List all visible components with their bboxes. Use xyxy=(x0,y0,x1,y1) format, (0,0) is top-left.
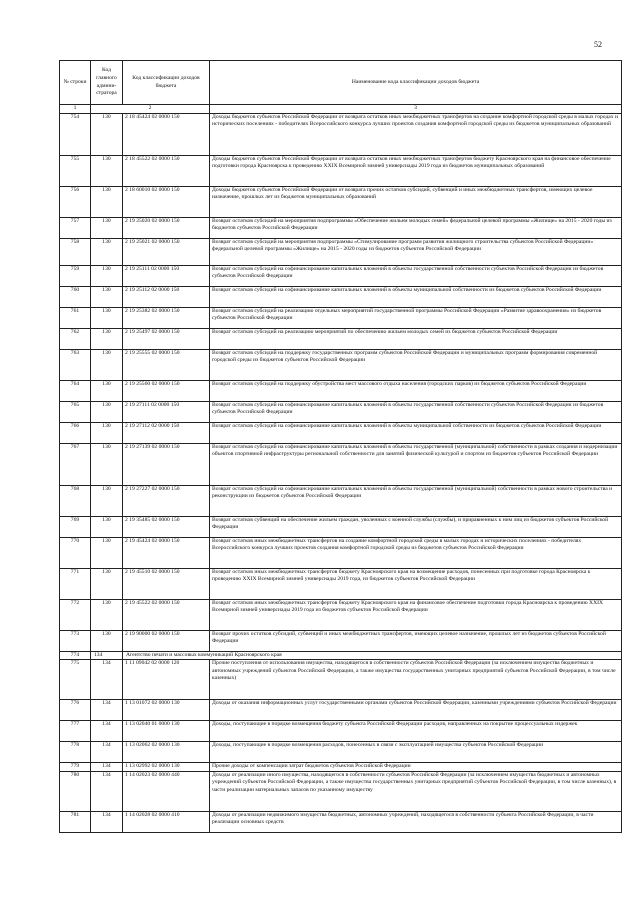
table-row xyxy=(60,485,622,516)
row-number: 773 xyxy=(60,630,91,651)
code-name: Доходы бюджетов субъектов Российской Федерации от возврата остатков иных межбюджетных трансфертов на создание комфортной городской среды в малых городах и исторических поселениях - победителях Всероссийского конкурса лучших проектов создания комфортной городской среды из бюджетов муниципальных образований xyxy=(210,113,622,155)
income-classification-table xyxy=(59,60,622,833)
classification-code: 2 19 25560 02 0000 150 xyxy=(123,380,210,401)
admin-code: 130 xyxy=(91,568,123,599)
code-name: Возврат остатков субсидий на софинансирование капитальных вложений в объекты муниципальной собственности из бюджетов субъектов Российской Федерации xyxy=(210,422,622,443)
admin-code: 130 xyxy=(91,516,123,537)
classification-code: 2 19 45424 02 0000 150 xyxy=(123,537,210,568)
admin-code: 134 xyxy=(91,811,123,832)
admin-code: 134 xyxy=(91,660,123,700)
code-name: Возврат остатков субсидий на мероприятия подпрограммы «Стимулирование программ развития жилищного строительства субъектов Российской Федерации» федеральной целевой программы «Жилище» на 2015 - 2020 годы из бюджетов субъектов Российской Федерации xyxy=(210,238,622,265)
classification-code: 2 18 60010 02 0000 150 xyxy=(123,186,210,217)
table-row xyxy=(60,265,622,286)
code-name: Доходы бюджетов субъектов Российской Федерации от возврата прочих остатков субсидий, субвенций и иных межбюджетных трансфертов, имеющих целевое назначение, прошлых лет из бюджетов муниципальных образований xyxy=(210,186,622,217)
row-number: 772 xyxy=(60,599,91,630)
admin-code: 130 xyxy=(91,401,123,422)
classification-code: 2 19 27139 02 0000 150 xyxy=(123,443,210,485)
row-number: 768 xyxy=(60,485,91,516)
classification-code: 1 13 02992 02 0000 130 xyxy=(123,763,210,772)
classification-code: 2 19 25020 02 0000 150 xyxy=(123,217,210,238)
row-number: 762 xyxy=(60,328,91,349)
code-name: Доходы от оказания информационных услуг государственными органами субъектов Российской Федерации, казенными учреждениями субъектов Российской Федерации xyxy=(210,700,622,721)
classification-code: 1 14 02028 02 0000 410 xyxy=(123,811,210,832)
admin-code: 130 xyxy=(91,217,123,238)
classification-code: 2 19 27111 02 0000 150 xyxy=(123,401,210,422)
admin-code: 134 xyxy=(91,742,123,763)
code-name: Доходы, поступающие в порядке возмещения бюджету субъекта Российской Федерации расходов, направленных на покрытие процессуальных издержек xyxy=(210,721,622,742)
admin-code: 130 xyxy=(91,265,123,286)
code-name: Возврат остатков субсидий на реализацию отдельных мероприятий государственной программы Российской Федерации «Развитие здравоохранения» из бюджетов субъектов Российской Федерации xyxy=(210,307,622,328)
column-number-3: 3 xyxy=(210,105,622,114)
row-number: 763 xyxy=(60,349,91,380)
admin-code: 130 xyxy=(91,155,123,186)
classification-code: 2 19 25555 02 0000 150 xyxy=(123,349,210,380)
admin-code: 134 xyxy=(91,651,123,660)
code-name: Возврат остатков субсидий на софинансирование капитальных вложений в объекты государственной (муниципальной) собственности в рамках создания и модернизации объектов спортивной инфраструктуры региональной собственности для занятий физической культурой и спортом из бюджетов субъектов Российской Федерации xyxy=(210,443,622,485)
table-row xyxy=(60,307,622,328)
table-row xyxy=(60,443,622,485)
code-name: Доходы бюджетов субъектов Российской Федерации от возврата остатков иных межбюджетных трансфертов бюджету Красноярского края на финансовое обеспечение подготовки города Красноярска к проведению XXIX Всемирной зимней универсиады 2019 года из бюджетов муниципальных образований xyxy=(210,155,622,186)
classification-code: 1 13 02040 01 0000 130 xyxy=(123,721,210,742)
table-row xyxy=(60,721,622,742)
code-name: Возврат остатков субсидий на софинансирование капитальных вложений в объекты государственной собственности субъектов Российской Федерации из бюджетов субъектов Российской Федерации xyxy=(210,401,622,422)
row-number: 780 xyxy=(60,771,91,811)
column-number-row xyxy=(60,105,622,114)
row-number: 779 xyxy=(60,763,91,772)
classification-code: 1 14 02023 02 0000 440 xyxy=(123,771,210,811)
code-name: Доходы от реализации недвижимого имущества бюджетных, автономных учреждений, находящегося в собственности субъекта Российской Федерации, в части реализации основных средств xyxy=(210,811,622,832)
table-row xyxy=(60,113,622,155)
classification-code: 2 19 25112 02 0000 150 xyxy=(123,286,210,307)
header-code-name: Наименование кода классификации доходов бюджета xyxy=(210,61,622,105)
row-number: 775 xyxy=(60,660,91,700)
row-number: 754 xyxy=(60,113,91,155)
table-row xyxy=(60,630,622,651)
table-row xyxy=(60,217,622,238)
row-number: 755 xyxy=(60,155,91,186)
classification-code: 2 19 25382 02 0000 150 xyxy=(123,307,210,328)
code-name: Возврат остатков субсидий на софинансирование капитальных вложений в объекты государственной (муниципальной) собственности в рамках нового строительства и реконструкции из бюджетов субъектов Российской Федерации xyxy=(210,485,622,516)
row-number: 756 xyxy=(60,186,91,217)
header-row xyxy=(60,61,622,105)
row-number: 758 xyxy=(60,238,91,265)
table-row xyxy=(60,516,622,537)
table-row xyxy=(60,422,622,443)
row-number: 771 xyxy=(60,568,91,599)
header-classification-code: Код классификации доходов бюджета xyxy=(123,61,210,105)
classification-code: 2 19 27112 02 0000 150 xyxy=(123,422,210,443)
admin-code: 134 xyxy=(91,771,123,811)
table-row xyxy=(60,568,622,599)
header-row-number: № строки xyxy=(60,61,91,105)
admin-code: 130 xyxy=(91,422,123,443)
admin-code: 130 xyxy=(91,537,123,568)
table-row xyxy=(60,771,622,811)
code-name: Возврат остатков иных межбюджетных трансфертов бюджету Красноярского края на возмещение расходов, понесенных при подготовке города Красноярска к проведению XXIX Всемирной зимней универсиады 2019 года, из бюджетов субъектов Российской Федерации xyxy=(210,568,622,599)
row-number: 777 xyxy=(60,721,91,742)
code-name: Возврат остатков субсидий на реализацию мероприятий по обеспечению жильем молодых семей из бюджетов субъектов Российской Федерации xyxy=(210,328,622,349)
code-name: Возврат остатков субсидий на поддержку государственных программ субъектов Российской Федерации и муниципальных программ формирования современной городской среды из бюджетов субъектов Российской Федерации xyxy=(210,349,622,380)
table-row xyxy=(60,155,622,186)
classification-code: 1 11 09042 02 0000 120 xyxy=(123,660,210,700)
code-name: Прочие доходы от компенсации затрат бюджетов субъектов Российской Федерации xyxy=(210,763,622,772)
row-number: 767 xyxy=(60,443,91,485)
section-title: Агентство печати и массовых коммуникаций Красноярского края xyxy=(123,651,622,660)
admin-code: 130 xyxy=(91,307,123,328)
admin-code: 130 xyxy=(91,485,123,516)
code-name: Возврат остатков иных межбюджетных трансфертов на создание комфортной городской среды в малых городах и исторических поселениях - победителях Всероссийского конкурса лучших проектов создания комфортной городской среды из бюджетов субъектов Российской Федерации xyxy=(210,537,622,568)
code-name: Возврат остатков субсидий на софинансирование капитальных вложений в объекты государственной собственности субъектов Российской Федерации из бюджетов субъектов Российской Федерации xyxy=(210,265,622,286)
table-row xyxy=(60,380,622,401)
table-row xyxy=(60,537,622,568)
table-row xyxy=(60,763,622,772)
admin-code: 130 xyxy=(91,113,123,155)
column-number-2: 2 xyxy=(91,105,210,114)
row-number: 778 xyxy=(60,742,91,763)
admin-code: 130 xyxy=(91,380,123,401)
code-name: Прочие поступления от использования имущества, находящегося в собственности субъектов Российской Федерации (за исключением имущества бюджетных и автономных учреждений субъектов Российской Федерации, а также имущества государственных унитарных предприятий субъектов Российской Федерации, в том числе казенных) xyxy=(210,660,622,700)
classification-code: 2 18 45522 02 0000 150 xyxy=(123,155,210,186)
classification-code: 2 19 25021 02 0000 150 xyxy=(123,238,210,265)
admin-code: 130 xyxy=(91,630,123,651)
row-number: 774 xyxy=(60,651,91,660)
admin-code: 130 xyxy=(91,443,123,485)
page-number: 52 xyxy=(594,40,602,49)
table-row xyxy=(60,811,622,832)
admin-code: 130 xyxy=(91,328,123,349)
classification-code: 2 18 45424 02 0000 150 xyxy=(123,113,210,155)
row-number: 764 xyxy=(60,380,91,401)
table-row xyxy=(60,660,622,700)
row-number: 776 xyxy=(60,700,91,721)
classification-code: 2 19 45522 02 0000 150 xyxy=(123,599,210,630)
table-row xyxy=(60,700,622,721)
classification-code: 1 13 02062 02 0000 130 xyxy=(123,742,210,763)
row-number: 765 xyxy=(60,401,91,422)
code-name: Возврат остатков субсидий на мероприятия подпрограммы «Обеспечение жильем молодых семей» федеральной целевой программы «Жилище» на 2015 - 2020 годы из бюджетов субъектов Российской Федерации xyxy=(210,217,622,238)
row-number: 759 xyxy=(60,265,91,286)
classification-code: 2 19 25111 02 0000 150 xyxy=(123,265,210,286)
classification-code: 1 13 01072 02 0000 130 xyxy=(123,700,210,721)
admin-code: 134 xyxy=(91,721,123,742)
admin-code: 130 xyxy=(91,349,123,380)
table-row xyxy=(60,349,622,380)
header-admin-code: Код главного админи-стратора xyxy=(91,61,123,105)
classification-code: 2 19 45510 02 0000 150 xyxy=(123,568,210,599)
classification-code: 2 19 35485 02 0000 150 xyxy=(123,516,210,537)
admin-code: 130 xyxy=(91,186,123,217)
code-name: Возврат прочих остатков субсидий, субвенций и иных межбюджетных трансфертов, имеющих целевое назначение, прошлых лет из бюджетов субъектов Российской Федерации xyxy=(210,630,622,651)
admin-code: 134 xyxy=(91,763,123,772)
code-name: Возврат остатков субсидий на поддержку обустройства мест массового отдыха населения (городских парков) из бюджетов субъектов Российской Федерации xyxy=(210,380,622,401)
table-row xyxy=(60,186,622,217)
table-row xyxy=(60,599,622,630)
row-number: 781 xyxy=(60,811,91,832)
admin-code: 134 xyxy=(91,700,123,721)
row-number: 769 xyxy=(60,516,91,537)
row-number: 757 xyxy=(60,217,91,238)
classification-code: 2 19 27227 02 0000 150 xyxy=(123,485,210,516)
row-number: 761 xyxy=(60,307,91,328)
row-number: 760 xyxy=(60,286,91,307)
admin-code: 130 xyxy=(91,238,123,265)
table-row xyxy=(60,651,622,660)
table-row xyxy=(60,238,622,265)
classification-code: 2 19 90000 02 0000 150 xyxy=(123,630,210,651)
code-name: Доходы от реализации иного имущества, находящегося в собственности субъектов Российской Федерации (за исключением имущества бюджетных и автономных учреждений субъектов Российской Федерации, а также имущества государственных унитарных предприятий субъектов Российской Федерации, в том числе казенных), в части реализации материальных запасов по указанному имуществу xyxy=(210,771,622,811)
admin-code: 130 xyxy=(91,599,123,630)
table-row xyxy=(60,286,622,307)
table-row xyxy=(60,328,622,349)
column-number-1: 1 xyxy=(60,105,91,114)
code-name: Возврат остатков иных межбюджетных трансфертов бюджету Красноярского края на финансовое обеспечение подготовки города Красноярска к проведению XXIX Всемирной зимней универсиады 2019 года из бюджетов субъектов Российской Федерации xyxy=(210,599,622,630)
code-name: Возврат остатков субвенций на обеспечение жильем граждан, уволенных с военной службы (службы), и приравненных к ним лиц из бюджетов субъектов Российской Федерации xyxy=(210,516,622,537)
admin-code: 130 xyxy=(91,286,123,307)
code-name: Доходы, поступающие в порядке возмещения расходов, понесенных в связи с эксплуатацией имущества субъектов Российской Федерации xyxy=(210,742,622,763)
row-number: 770 xyxy=(60,537,91,568)
classification-code: 2 19 25497 02 0000 150 xyxy=(123,328,210,349)
row-number: 766 xyxy=(60,422,91,443)
code-name: Возврат остатков субсидий на софинансирование капитальных вложений в объекты муниципальной собственности из бюджетов субъектов Российской Федерации xyxy=(210,286,622,307)
table-row xyxy=(60,742,622,763)
table-row xyxy=(60,401,622,422)
